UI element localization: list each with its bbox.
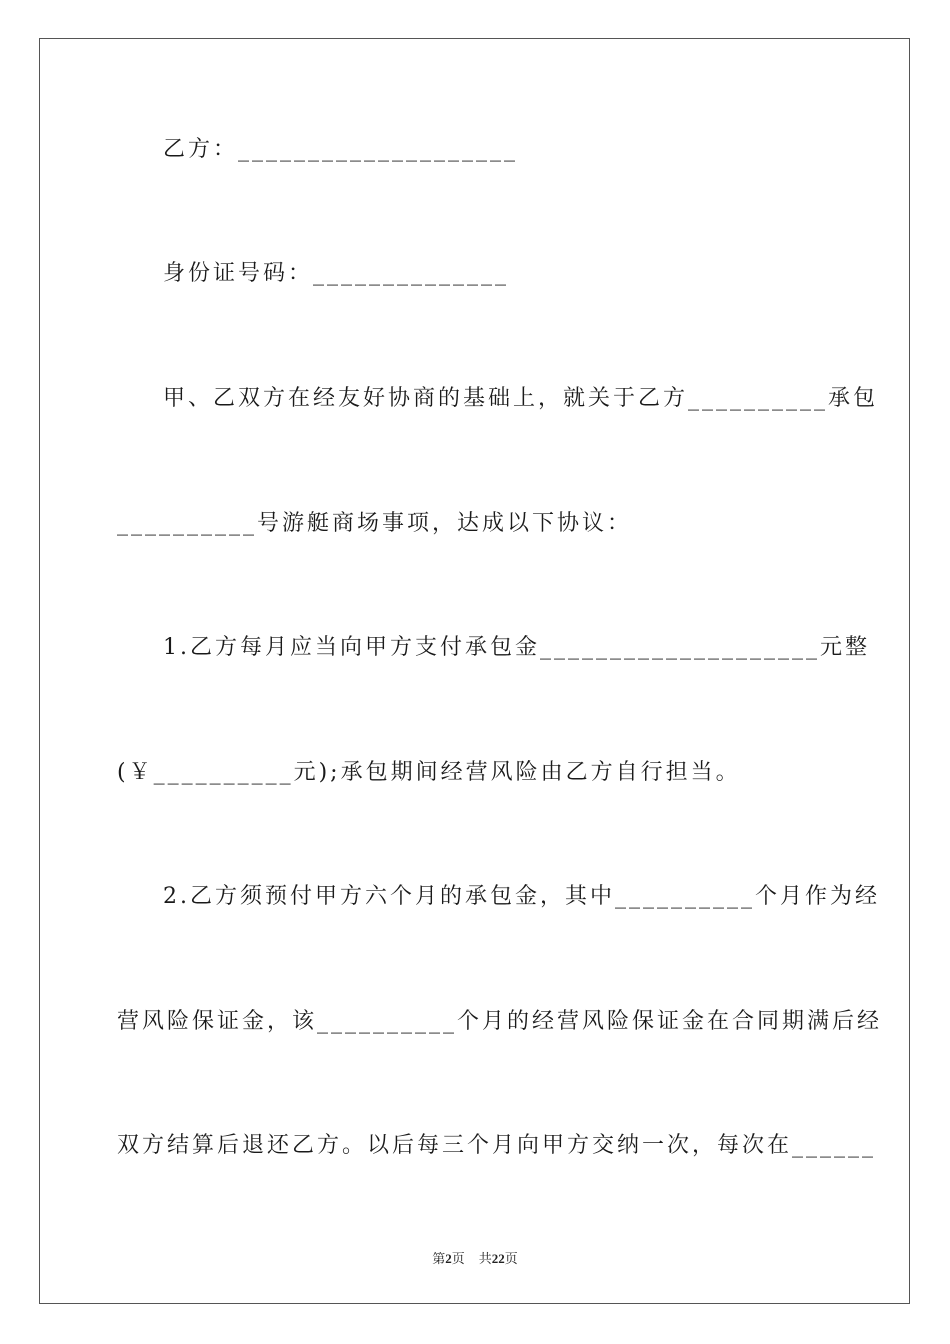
clause-2-line-1: 2.乙方须预付甲方六个月的承包金，其中__________个月作为经	[163, 884, 880, 909]
intro-paragraph-line-2: __________号游艇商场事项，达成以下协议：	[117, 511, 633, 536]
total-prefix: 共	[478, 1251, 492, 1266]
clause-2-line-3: 双方结算后退还乙方。以后每三个月向甲方交纳一次，每次在______	[117, 1133, 877, 1158]
page-total: 22	[491, 1251, 505, 1266]
id-number-line: 身份证号码：______________	[163, 261, 510, 286]
page-suffix: 页	[451, 1251, 465, 1266]
page-frame	[39, 38, 910, 1304]
total-suffix: 页	[504, 1251, 518, 1266]
clause-2-line-2: 营风险保证金，该__________个月的经营风险保证金在合同期满后经	[117, 1009, 883, 1034]
intro-paragraph-line-1: 甲、乙双方在经友好协商的基础上，就关于乙方__________承包	[163, 386, 879, 411]
page-current: 2	[445, 1251, 452, 1266]
page-prefix: 第	[432, 1251, 446, 1266]
clause-1-line-2: (￥__________元);承包期间经营风险由乙方自行担当。	[117, 760, 741, 785]
page-footer	[0, 1248, 950, 1267]
clause-1-line-1: 1.乙方每月应当向甲方支付承包金____________________元整	[163, 635, 870, 660]
party-b-line: 乙方：____________________	[163, 137, 519, 162]
